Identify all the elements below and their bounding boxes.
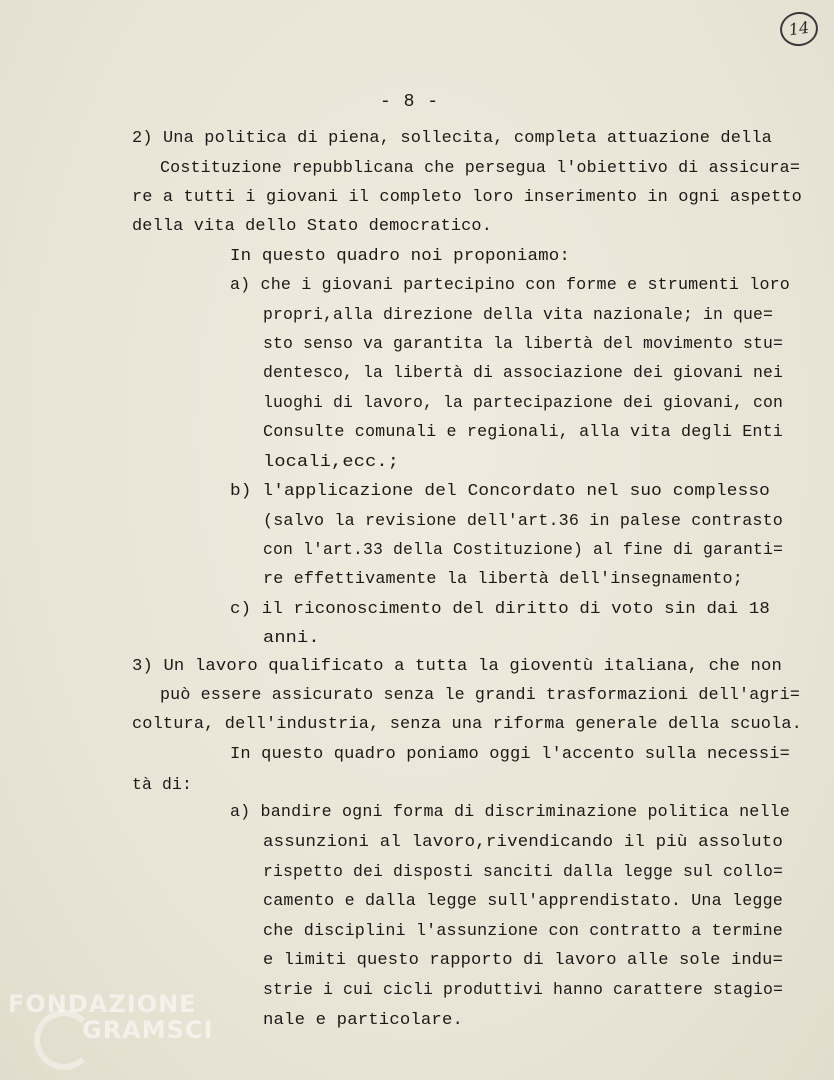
text-line: propri,alla direzione della vita nazionale; in que= <box>263 306 773 324</box>
text-line: rispetto dei disposti sanciti dalla legge sul collo= <box>263 863 783 881</box>
text-line: anni. <box>263 629 320 647</box>
archive-stamp: 14 <box>778 10 820 49</box>
text-line: coltura, dell'industria, senza una riforma generale della scuola. <box>132 715 802 733</box>
text-line: dentesco, la libertà di associazione dei giovani nei <box>263 364 783 382</box>
text-line: (salvo la revisione dell'art.36 in palese contrasto <box>263 512 783 530</box>
text-line: camento e dalla legge sull'apprendistato. Una legge <box>263 892 783 910</box>
page-number: - 8 - <box>380 92 440 112</box>
text-line: 2) Una politica di piena, sollecita, completa attuazione della <box>132 129 772 147</box>
text-line: che disciplini l'assunzione con contratto a termine <box>263 922 783 940</box>
text-line: re a tutti i giovani il completo loro inserimento in ogni aspetto <box>132 188 802 206</box>
text-line: In questo quadro noi proponiamo: <box>230 247 570 265</box>
text-line: re effettivamente la libertà dell'insegnamento; <box>263 570 743 588</box>
text-line: e limiti questo rapporto di lavoro alle sole indu= <box>263 951 783 969</box>
watermark-line1: FONDAZIONE <box>8 990 197 1018</box>
text-line: può essere assicurato senza le grandi trasformazioni dell'agri= <box>160 686 800 704</box>
text-line: locali,ecc.; <box>263 453 400 471</box>
text-line: con l'art.33 della Costituzione) al fine di garanti= <box>263 541 783 559</box>
text-line: nale e particolare. <box>263 1011 463 1029</box>
text-line: sto senso va garantita la libertà del movimento stu= <box>263 335 783 353</box>
text-line: assunzioni al lavoro,rivendicando il più assoluto <box>263 833 783 851</box>
text-line: tà di: <box>132 776 192 794</box>
text-line: strie i cui cicli produttivi hanno carattere stagio= <box>263 981 783 999</box>
text-line: della vita dello Stato democratico. <box>132 217 492 235</box>
text-line: luoghi di lavoro, la partecipazione dei giovani, con <box>263 394 783 412</box>
watermark-line2: GRAMSCI <box>82 1016 214 1044</box>
text-line: c) il riconoscimento del diritto di voto sin dai 18 <box>230 600 770 618</box>
text-line: a) bandire ogni forma di discriminazione politica nelle <box>230 803 790 821</box>
text-line: Consulte comunali e regionali, alla vita degli Enti <box>263 423 783 441</box>
text-line: Costituzione repubblicana che persegua l'obiettivo di assicura= <box>160 159 800 177</box>
watermark-logo <box>8 990 218 1070</box>
text-line: b) l'applicazione del Concordato nel suo complesso <box>230 482 770 500</box>
text-line: a) che i giovani partecipino con forme e strumenti loro <box>230 276 790 294</box>
text-line: In questo quadro poniamo oggi l'accento sulla necessi= <box>230 745 790 763</box>
text-line: 3) Un lavoro qualificato a tutta la gioventù italiana, che non <box>132 657 782 675</box>
